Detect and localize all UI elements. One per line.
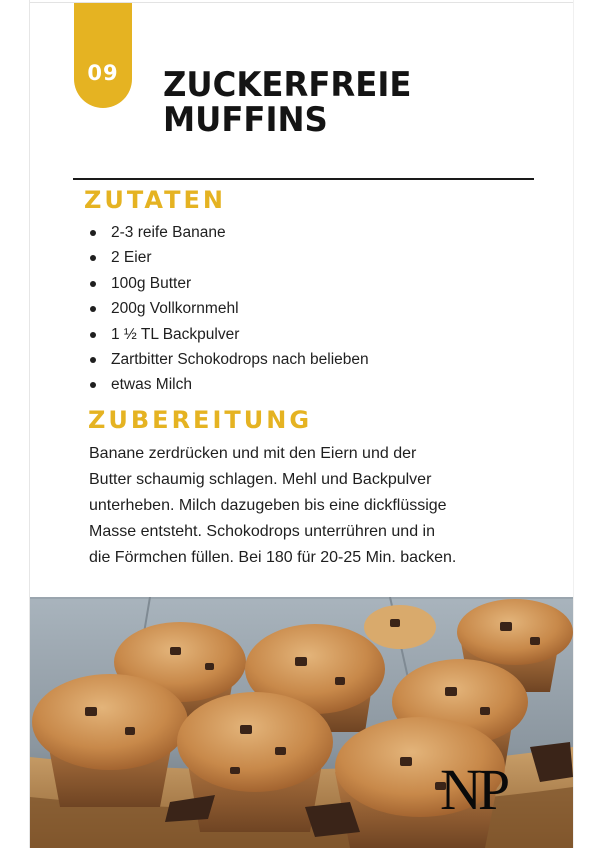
bullet-icon bbox=[90, 306, 96, 312]
recipe-title-line2: MUFFINS bbox=[163, 100, 328, 140]
preparation-line: Masse entsteht. Schokodrops unterrühren und in bbox=[89, 523, 435, 540]
bullet-icon bbox=[90, 382, 96, 388]
ingredient-text: 2-3 reife Banane bbox=[111, 224, 226, 241]
ingredient-item bbox=[88, 347, 369, 372]
recipe-number: 09 bbox=[87, 61, 119, 85]
ingredient-text: 2 Eier bbox=[111, 249, 152, 267]
ingredient-text: 1 ½ TL Backpulver bbox=[111, 325, 240, 343]
preparation-line: Butter schaumig schlagen. Mehl und Backpulver bbox=[89, 471, 432, 488]
recipe-page bbox=[29, 0, 574, 848]
bullet-icon bbox=[90, 230, 96, 236]
ingredient-text: Zartbitter Schokodrops nach belieben bbox=[111, 350, 369, 368]
ingredients-heading: ZUTATEN bbox=[84, 186, 226, 214]
preparation-heading: ZUBEREITUNG bbox=[88, 406, 313, 434]
ingredient-item bbox=[88, 245, 369, 270]
recipe-title bbox=[163, 65, 524, 140]
title-divider bbox=[73, 178, 534, 180]
recipe-title-line1: ZUCKERFREIE bbox=[163, 65, 412, 105]
ingredients-list bbox=[88, 220, 369, 398]
ingredient-item bbox=[88, 372, 369, 397]
ingredient-item bbox=[88, 220, 369, 245]
preparation-text bbox=[89, 441, 529, 571]
ingredient-text: 200g Vollkornmehl bbox=[111, 300, 239, 318]
ingredient-item bbox=[88, 296, 369, 321]
bullet-icon bbox=[90, 255, 96, 261]
ingredient-item bbox=[88, 271, 369, 296]
preparation-line: die Förmchen füllen. Bei 180 für 20-25 Min. backen. bbox=[89, 549, 457, 566]
watermark-logo: NP bbox=[440, 757, 507, 822]
bullet-icon bbox=[90, 332, 96, 338]
preparation-line: Banane zerdrücken und mit den Eiern und der bbox=[89, 445, 417, 462]
preparation-line: unterheben. Milch dazugeben bis eine dickflüssige bbox=[89, 497, 447, 514]
ingredient-text: etwas Milch bbox=[111, 376, 192, 394]
ingredient-item bbox=[88, 322, 369, 347]
bullet-icon bbox=[90, 357, 96, 363]
bullet-icon bbox=[90, 281, 96, 287]
recipe-number-badge bbox=[74, 3, 132, 108]
ingredient-text: 100g Butter bbox=[111, 274, 192, 292]
